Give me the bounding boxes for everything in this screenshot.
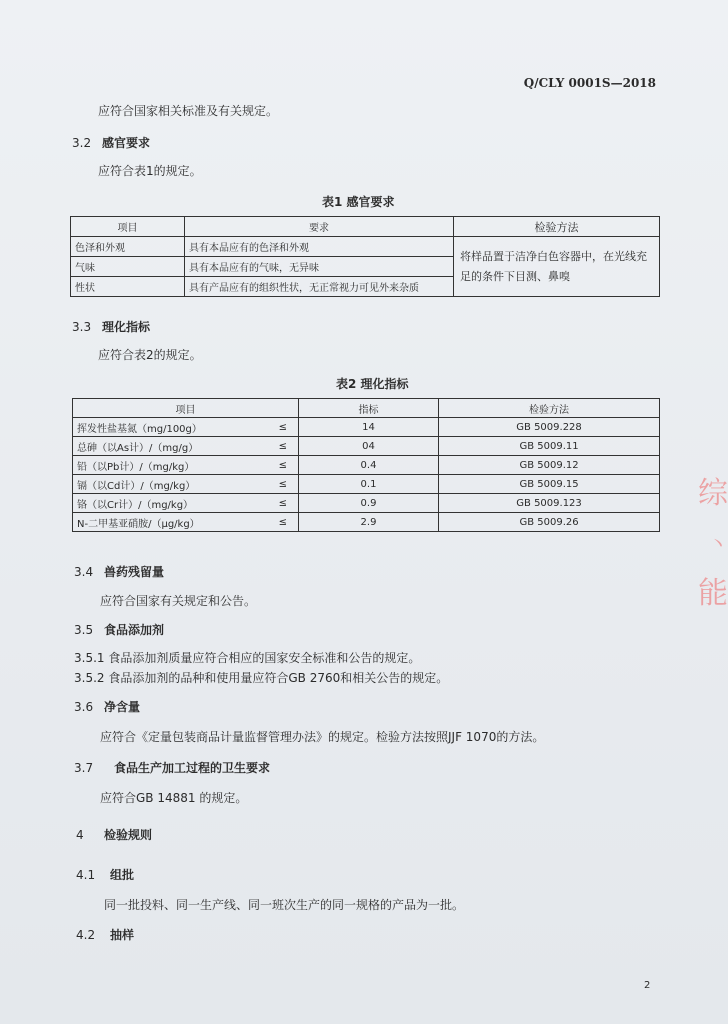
section-3-7-text: 应符合GB 14881 的规定。 (100, 791, 248, 805)
table2-title: 表2 理化指标 (336, 377, 409, 391)
table1-title: 表1 感官要求 (322, 195, 395, 209)
table2-cell-operator: ≤ (268, 418, 299, 437)
section-3-2-number: 3.2 (72, 136, 92, 150)
table2-cell-operator: ≤ (268, 513, 299, 532)
table2-header-item: 项目 (73, 399, 299, 418)
table2-header-method: 检验方法 (439, 399, 660, 418)
table2-cell-method: GB 5009.12 (439, 456, 660, 475)
table2-cell-method: GB 5009.123 (439, 494, 660, 513)
table2-cell-method: GB 5009.11 (439, 437, 660, 456)
table1-header-item: 项目 (71, 217, 185, 237)
section-4-1-number: 4.1 (76, 868, 96, 882)
table2-cell-value: 14 (298, 418, 438, 437)
section-3-7-number: 3.7 (74, 761, 94, 775)
section-3-5-2-text: 3.5.2 食品添加剂的品种和使用量应符合GB 2760和相关公告的规定。 (74, 671, 449, 685)
section-4-2-title: 抽样 (110, 928, 135, 942)
table2-cell-item: N-二甲基亚硝胺/（μg/kg） (73, 513, 268, 532)
table1-cell-requirement: 具有本品应有的气味，无异味 (185, 257, 454, 277)
table2-cell-item: 铬（以Cr计）/（mg/kg） (73, 494, 268, 513)
section-3-5-1-text: 3.5.1 食品添加剂质量应符合相应的国家安全标准和公告的规定。 (74, 651, 421, 665)
table1-cell-item: 色泽和外观 (71, 237, 185, 257)
section-3-6-text: 应符合《定量包装商品计量监督管理办法》的规定。检验方法按照JJF 1070的方法。 (100, 730, 545, 744)
table2-cell-item: 镉（以Cd计）/（mg/kg） (73, 475, 268, 494)
section-3-4-number: 3.4 (74, 565, 94, 579)
table2-cell-operator: ≤ (268, 475, 299, 494)
stamp-fragment: 综 (698, 476, 728, 511)
table2-header-value: 指标 (298, 399, 438, 418)
section-3-5-title: 食品添加剂 (104, 623, 165, 637)
table2 (72, 398, 660, 532)
section-3-3-title: 理化指标 (102, 320, 151, 334)
stamp-fragment: 能 (698, 576, 728, 611)
document-code: Q/CLY 0001S—2018 (523, 76, 656, 90)
table1-cell-method: 将样品置于洁净白色容器中，在光线充足的条件下目测、鼻嗅 (454, 237, 660, 297)
table1-cell-item: 性状 (71, 277, 185, 297)
section-3-4-text: 应符合国家有关规定和公告。 (100, 594, 257, 608)
table2-cell-value: 0.9 (298, 494, 438, 513)
table2-cell-value: 2.9 (298, 513, 438, 532)
table2-cell-item: 铅（以Pb计）/（mg/kg） (73, 456, 268, 475)
section-3-7-title: 食品生产加工过程的卫生要求 (114, 761, 271, 775)
table2-cell-operator: ≤ (268, 437, 299, 456)
section-3-3-text: 应符合表2的规定。 (98, 348, 202, 362)
section-4-title: 检验规则 (104, 828, 153, 842)
section-3-5-number: 3.5 (74, 623, 94, 637)
table2-cell-operator: ≤ (268, 494, 299, 513)
section-3-2-title: 感官要求 (102, 136, 151, 150)
table2-cell-method: GB 5009.228 (439, 418, 660, 437)
table1-cell-requirement: 具有产品应有的组织性状，无正常视力可见外来杂质 (185, 277, 454, 297)
table2-cell-value: 04 (298, 437, 438, 456)
page-number: 2 (644, 980, 651, 991)
table2-cell-item: 总砷（以As计）/（mg/g） (73, 437, 268, 456)
table2-cell-operator: ≤ (268, 456, 299, 475)
section-3-2-text: 应符合表1的规定。 (98, 164, 202, 178)
section-3-4-title: 兽药残留量 (104, 565, 165, 579)
stamp-fragment: 丶 (708, 532, 728, 556)
table2-cell-value: 0.4 (298, 456, 438, 475)
section-4-1-title: 组批 (110, 868, 135, 882)
section-3-6-number: 3.6 (74, 700, 94, 714)
table1-cell-requirement: 具有本品应有的色泽和外观 (185, 237, 454, 257)
section-3-6-title: 净含量 (104, 700, 141, 714)
table2-cell-item: 挥发性盐基氮（mg/100g） (73, 418, 268, 437)
section-3-3-number: 3.3 (72, 320, 92, 334)
section-4-number: 4 (76, 828, 84, 842)
section-4-2-number: 4.2 (76, 928, 96, 942)
table1-header-method: 检验方法 (454, 217, 660, 237)
intro-text: 应符合国家相关标准及有关规定。 (98, 104, 279, 118)
table2-cell-value: 0.1 (298, 475, 438, 494)
table1-cell-item: 气味 (71, 257, 185, 277)
table2-cell-method: GB 5009.15 (439, 475, 660, 494)
table2-cell-method: GB 5009.26 (439, 513, 660, 532)
section-4-1-text: 同一批投料、同一生产线、同一班次生产的同一规格的产品为一批。 (104, 898, 465, 912)
table1-header-requirement: 要求 (185, 217, 454, 237)
table1 (70, 216, 660, 297)
